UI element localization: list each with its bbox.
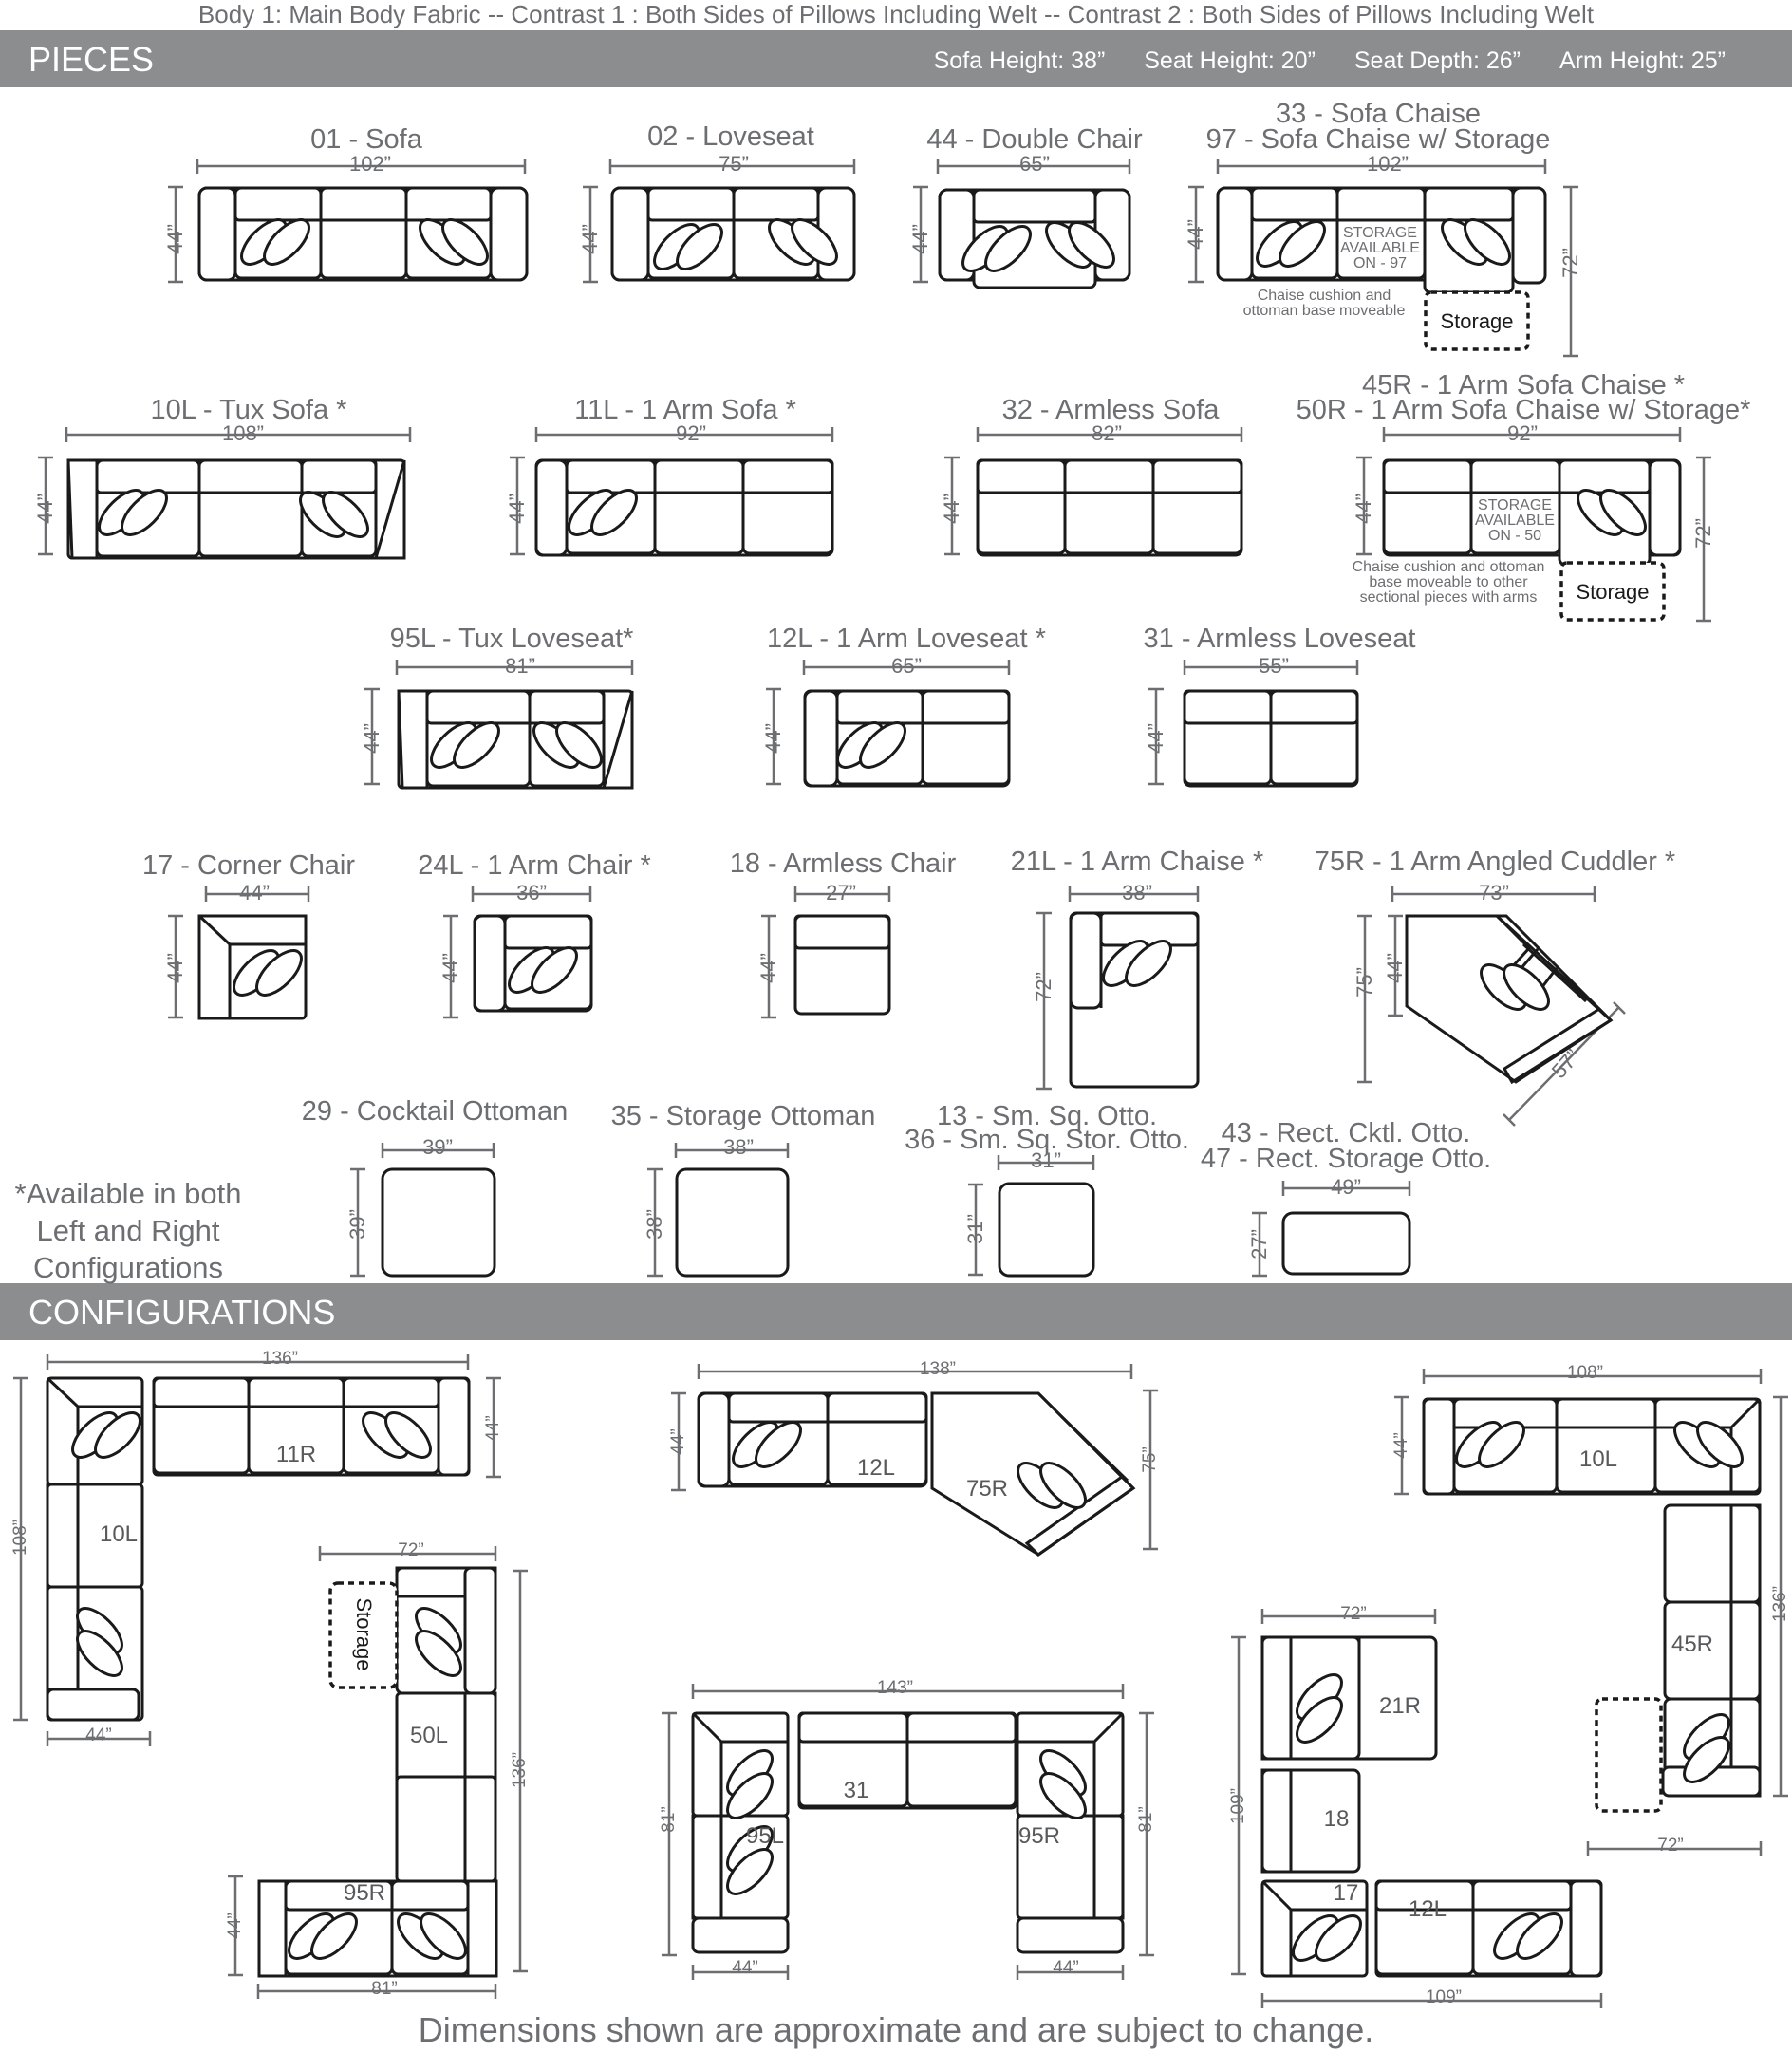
dim-one-arm-sofa-width: 92” [676,421,706,445]
cfg1-dim-left: 108” [10,1519,30,1557]
dim-tux-sofa-depth: 44” [33,494,57,524]
cfg6-dim-bottom: 72” [1657,1836,1684,1856]
config-2-drawing [259,1568,496,1976]
dim-double-chair-depth: 44” [908,224,932,254]
dim-cuddler-depth-inner: 44” [1383,953,1407,983]
dim-cocktail-ottoman-depth: 39” [345,1209,369,1240]
cfg1-piece-10l: 10L [99,1521,139,1547]
fabric-note: Body 1: Main Body Fabric -- Contrast 1 : Both Sides of Pillows Including Welt -- Contrast 2 : Both Sides of Pillows Including Welt [197,0,1595,28]
cfg2-piece-95r: 95R [343,1880,386,1906]
piece-label-loveseat: 02 - Loveseat [647,121,814,152]
config-3-drawing [699,1393,1133,1555]
dim-storage-ottoman-width: 38” [723,1135,754,1159]
dim-one-arm-loveseat-width: 65” [891,654,922,678]
piece-label-cuddler: 75R - 1 Arm Angled Cuddler * [1314,847,1676,877]
one-arm-chair-drawing [475,916,591,1011]
cfg6-dim-left: 44” [1391,1432,1411,1459]
disclaimer-footer: Dimensions shown are approximate and are subject to change. [418,2010,1374,2049]
dim-cocktail-ottoman-width: 39” [422,1135,453,1159]
dim-one-arm-chair-width: 36” [516,881,547,905]
cfg2-storage-label: Storage [352,1597,376,1671]
one-arm-chaise-drawing [1071,913,1198,1087]
storage-note-50: STORAGE AVAILABLE ON - 50 [1475,497,1555,544]
move-note-97: Chaise cushion and ottoman base moveable [1242,288,1406,319]
piece-label-corner-chair: 17 - Corner Chair [141,850,356,881]
cfg4-dim-left: 81” [659,1806,679,1833]
cfg2-dim-right: 136” [510,1751,530,1789]
cfg4-dim-right: 81” [1136,1806,1156,1833]
dim-one-arm-sofa-chaise-width: 92” [1507,421,1538,445]
dim-one-arm-sofa-depth: 44” [505,494,529,524]
dim-storage-ottoman-depth: 38” [643,1209,666,1240]
piece-label-tux-sofa: 10L - Tux Sofa * [150,395,347,425]
dim-corner-chair-width: 44” [239,881,270,905]
piece-label-one-arm-sofa-chaise: 45R - 1 Arm Sofa Chaise * [1361,370,1686,401]
arm-height-spec: Arm Height: 25” [1559,47,1726,74]
dim-sofa-depth: 44” [163,224,187,254]
armless-loveseat-drawing [1185,691,1357,786]
dim-one-arm-chair-depth: 44” [439,953,462,983]
cfg3-dim-left: 44” [668,1428,688,1455]
cfg5-dim-left: 109” [1228,1787,1248,1825]
dim-sofa-chaise-length: 72” [1559,248,1582,278]
dim-one-arm-sofa-chaise-length: 72” [1691,518,1715,549]
dim-armless-sofa-width: 82” [1092,421,1122,445]
loveseat-drawing [612,188,854,280]
piece-label-armless-sofa: 32 - Armless Sofa [1001,395,1220,425]
dim-armless-sofa-depth: 44” [940,494,963,524]
dim-tux-loveseat-depth: 44” [360,723,383,754]
piece-label-one-arm-sofa-chaise-storage: 50R - 1 Arm Sofa Chaise w/ Storage* [1296,395,1751,425]
cfg2-dim-bottom: 81” [371,1979,398,1999]
availability-note: *Available in both Left and Right Configurations [14,1177,242,1284]
ottomans-drawing [383,1169,1409,1276]
dim-one-arm-chaise-depth: 72” [1032,972,1055,1002]
cfg1-piece-11r: 11R [275,1442,317,1467]
one-arm-sofa-drawing [536,460,832,555]
piece-label-sq-stor-otto: 36 - Sm. Sq. Stor. Otto. [905,1125,1189,1155]
cfg4-piece-95l: 95L [745,1823,785,1849]
dim-armless-chair-depth: 44” [756,953,780,983]
cfg3-dim-top: 138” [919,1359,957,1379]
one-arm-loveseat-drawing [805,691,1009,786]
cfg4-dim-top: 143” [876,1678,914,1698]
piece-label-one-arm-sofa: 11L - 1 Arm Sofa * [574,395,796,425]
dim-one-arm-loveseat-depth: 44” [761,723,785,754]
armless-sofa-drawing [978,460,1241,555]
cfg3-piece-75r: 75R [965,1476,1009,1502]
dim-rect-otto-width: 49” [1331,1175,1361,1199]
pieces-title: PIECES [28,40,155,79]
piece-label-sofa-chaise-storage: 97 - Sofa Chaise w/ Storage [1205,124,1551,155]
dim-sofa-width: 102” [348,152,392,176]
cfg5-piece-12l: 12L [1408,1896,1447,1922]
corner-chair-drawing [199,916,308,1018]
piece-label-sq-otto: 13 - Sm. Sq. Otto. [936,1101,1158,1131]
cfg6-piece-45r: 45R [1671,1632,1714,1657]
dim-armless-loveseat-depth: 44” [1144,723,1167,754]
storage-label-97: Storage [1440,309,1514,333]
cfg1-dim-top: 136” [261,1349,299,1369]
dim-loveseat-width: 75” [719,152,749,176]
piece-label-one-arm-chaise: 21L - 1 Arm Chaise * [1010,847,1264,877]
cfg2-piece-50l: 50L [409,1723,449,1748]
cfg6-dim-top: 108” [1566,1363,1604,1383]
piece-label-rect-storage-otto: 47 - Rect. Storage Otto. [1200,1144,1492,1174]
cfg3-dim-right: 75” [1140,1446,1160,1473]
piece-label-armless-loveseat: 31 - Armless Loveseat [1143,624,1416,654]
cfg2-dim-left: 44” [225,1912,245,1939]
cfg3-piece-12l: 12L [856,1455,896,1481]
cfg5-piece-17: 17 [1333,1880,1359,1906]
seat-height-spec: Seat Height: 20” [1144,47,1316,74]
cfg5-dim-bottom: 109” [1425,1987,1463,2007]
cfg1-dim-bottom: 44” [85,1726,112,1745]
cfg4-dim-bottom-right: 44” [1053,1958,1079,1978]
sofa-drawing [199,188,527,280]
dim-cuddler-width: 73” [1479,881,1509,905]
sofa-height-spec: Sofa Height: 38” [933,47,1106,74]
piece-label-sofa: 01 - Sofa [310,124,422,155]
cfg6-piece-10l: 10L [1578,1446,1618,1472]
piece-label-one-arm-chair: 24L - 1 Arm Chair * [418,850,651,881]
cfg5-dim-top: 72” [1340,1604,1367,1624]
configurations-title: CONFIGURATIONS [28,1293,336,1332]
dim-rect-otto-depth: 27” [1247,1229,1271,1259]
dim-tux-loveseat-width: 81” [505,654,535,678]
dim-one-arm-chaise-width: 38” [1122,881,1152,905]
piece-label-cocktail-ottoman: 29 - Cocktail Ottoman [301,1096,569,1127]
dim-loveseat-depth: 44” [578,224,602,254]
cfg1-dim-right: 44” [483,1415,503,1442]
cfg4-dim-bottom-left: 44” [732,1958,758,1978]
seat-depth-spec: Seat Depth: 26” [1353,47,1521,74]
cfg2-dim-top: 72” [398,1540,424,1560]
cfg5-piece-18: 18 [1323,1806,1350,1832]
piece-label-armless-chair: 18 - Armless Chair [729,849,957,879]
cfg4-piece-31: 31 [843,1778,869,1803]
cfg4-piece-95r: 95R [1017,1823,1061,1849]
dim-sofa-chaise-width: 102” [1366,152,1409,176]
move-note-50: Chaise cushion and ottoman base moveable to other sectional pieces with arms [1352,559,1545,606]
dim-armless-chair-width: 27” [826,881,856,905]
piece-label-double-chair: 44 - Double Chair [926,124,1143,155]
dim-double-chair-width: 65” [1019,152,1050,176]
double-chair-drawing [940,190,1129,288]
storage-note-97: STORAGE AVAILABLE ON - 97 [1340,225,1420,271]
dim-one-arm-sofa-chaise-depth: 44” [1352,494,1375,524]
dim-cuddler-diagonal: 57” [1546,1044,1585,1083]
piece-label-sofa-chaise: 33 - Sofa Chaise [1275,99,1482,129]
tux-loveseat-drawing [399,691,632,788]
dim-sq-otto-width: 31” [1031,1148,1061,1172]
dim-cuddler-depth-outer: 75” [1353,967,1376,998]
dim-tux-sofa-width: 108” [221,421,265,445]
piece-label-one-arm-loveseat: 12L - 1 Arm Loveseat * [767,624,1046,654]
piece-label-tux-loveseat: 95L - Tux Loveseat* [389,624,634,654]
dim-sq-otto-depth: 31” [963,1214,987,1244]
storage-label-50: Storage [1576,580,1650,604]
piece-label-storage-ottoman: 35 - Storage Ottoman [610,1101,876,1131]
dim-armless-loveseat-width: 55” [1259,654,1289,678]
armless-chair-drawing [795,916,889,1014]
piece-label-rect-cktl-otto: 43 - Rect. Cktl. Otto. [1221,1118,1471,1148]
dim-sofa-chaise-depth: 44” [1184,219,1207,250]
cfg5-piece-21r: 21R [1378,1693,1422,1719]
tux-sofa-drawing [68,460,404,558]
config-5-drawing [1262,1637,1601,1976]
cfg6-dim-right: 136” [1770,1585,1790,1623]
dim-corner-chair-depth: 44” [163,953,187,983]
